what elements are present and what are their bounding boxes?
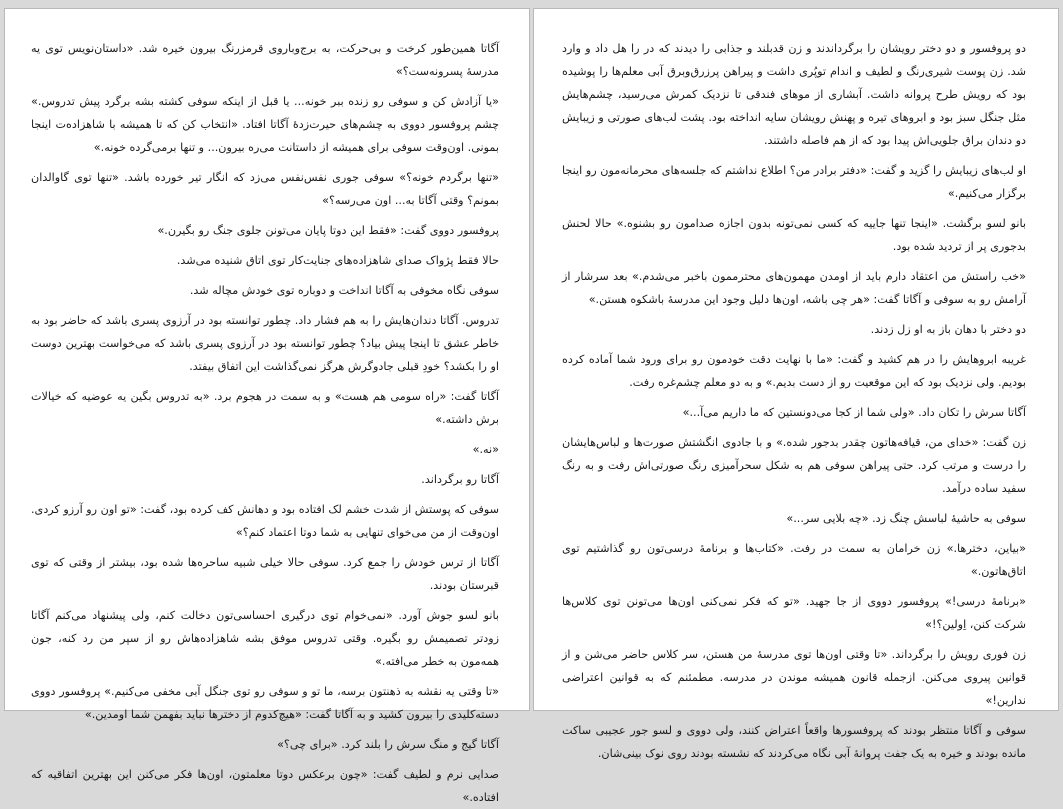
paragraph: «تا وقتی یه نقشه به ذهنتون برسه، ما تو و سوفی رو توی جنگل آبی مخفی می‌کنیم.» پروفسور دووی دسته‌کلیدی را بیرون کشید و به آگاتا گفت: «هیچ‌کدوم از دخترها نباید بفهمن شما اومدین.» [31, 685, 499, 721]
paragraph: بانو لسو جوش آورد. «نمی‌خوام توی درگیری احساسی‌تون دخالت کنم، ولی پیشنهاد می‌کنم آگاتا زودتر تصمیمش رو بگیره. وقتی تدروس موفق بشه شاهزاده‌هاش رو از سپر من رد کنه، جون همه‌مون به خطر می‌افته.» [31, 609, 499, 668]
paragraph: «برنامهٔ درسی!» پروفسور دووی از جا جهید. «تو که فکر نمی‌کنی اون‌ها می‌تونن توی کلاس‌ها شرکت کنن، اِولین؟!» [562, 595, 1026, 631]
paragraph: پروفسور دووی گفت: «فقط این دوتا پایان می‌تونن جلوی جنگ رو بگیرن.» [157, 224, 499, 237]
left-page [4, 8, 530, 804]
paragraph: «یا آزادش کن و سوفی رو زنده ببر خونه... یا قبل از اینکه سوفی کشته بشه برگرد پیش تدروس.» چشم پروفسور دووی به چشم‌های حیرت‌زدهٔ آگاتا افتاد. «انتخاب کن که تا همیشه با شاهزاده‌ت اینجا بمونی. اون‌وقت سوفی برای همیشه از داستانت می‌ره بیرون... و تنها برمی‌گرده خونه.» [31, 95, 499, 154]
paragraph: دو پروفسور و دو دختر رویشان را برگرداندند و زن قدبلند و جذابی را دیدند که در را هل داد و وارد شد. زن پوست شیری‌رنگ و لطیف و اندام توپُری داشت و پیراهن پرزرق‌وبرق آبی معلم‌ها را پوشیده بود که رویش طرح پروانه داشت. آبشاری از موهای فندقی تا نزدیک کمرش می‌رسید، چشم‌هایش مثل جنگل سبز بود و ابروهای تیره و پهنش رویشان سایه انداخته بود. پشت لب‌های صورتی و زیبایش دو دندان براق جلویی‌اش پیدا بود که از هم فاصله داشتند. [562, 42, 1026, 147]
paragraph: آگاتا گفت: «راه سومی هم هست» و به سمت در هجوم برد. «به تدروس بگین یه عوضیه که خیالات برش داشته.» [31, 390, 499, 426]
paragraph: آگاتا سرش را تکان داد. «ولی شما از کجا می‌دونستین که ما داریم می‌آ...» [682, 406, 1026, 419]
paragraph: آگاتا گیج و منگ سرش را بلند کرد. «برای چی؟» [277, 738, 499, 751]
paragraph: «خب راستش من اعتقاد دارم باید از اومدن مهمون‌های محترممون باخبر می‌شدم.» بعد سرشار از آرامش رو به سوفی و آگاتا گفت: «هر چی باشه، اون‌ها دلیل وجود این مدرسهٔ باشکوه هستن.» [562, 270, 1026, 306]
paragraph: «نه.» [472, 443, 499, 456]
paragraph: سوفی و آگاتا منتظر بودند که پروفسورها واقعاً اعتراض کنند، ولی دووی و لسو جور عجیبی ساکت مانده بودند و خیره به یک جفت پروانهٔ آبی نگاه می‌کردند که نشسته بودند روی نوک بینی‌شان. [562, 724, 1026, 760]
paragraph: «بیاین، دخترها.» زن خرامان به سمت در رفت. «کتاب‌ها و برنامهٔ درسی‌تون رو گذاشتیم توی اتاق‌هاتون.» [562, 542, 1026, 578]
paragraph: «تنها برگردم خونه؟» سوفی جوری نفس‌نفس می‌زد که انگار تیر خورده باشد. «تنها توی گاوالدان بمونم؟ وقتی آگاتا به... اون می‌رسه؟» [31, 171, 499, 207]
paragraph: غریبه ابروهایش را در هم کشید و گفت: «ما با نهایت دقت خودمون رو برای ورود شما آماده کرده بودیم. ولی نزدیک بود که این موقعیت رو از دست بدیم.» و به دو معلم چشم‌غره رفت. [562, 353, 1026, 389]
paragraph: آگاتا رو برگرداند. [421, 473, 499, 486]
paragraph: حالا فقط پژواک صدای شاهزاده‌های جنایت‌کار توی اتاق شنیده می‌شد. [176, 254, 499, 267]
paragraph: زن گفت: «خدای من، قیافه‌هاتون چقدر بدجور شده.» و با جادوی انگشتش صورت‌ها و لباس‌هایشان را درست و مرتب کرد. حتی پیراهن سوفی هم به شکل سحرآمیزی رنگ صورتی‌اش رفت و به رنگ سفید ساده درآمد. [562, 436, 1026, 495]
paragraph: آگاتا همین‌طور کرخت و بی‌حرکت، به برج‌وباروی قرمزرنگ بیرون خیره شد. «داستان‌نویس توی یه مدرسهٔ پسرونه‌ست؟» [31, 42, 499, 78]
paragraph: سوفی که پوستش از شدت خشم لک افتاده بود و دهانش کف کرده بود، گفت: «تو اون رو آرزو کردی. اون‌وقت از من می‌خوای تنهایی به شما دوتا اعتماد کنم؟» [31, 503, 499, 539]
paragraph: سوفی به حاشیهٔ لباسش چنگ زد. «چه بلایی سر...» [786, 512, 1026, 525]
paragraph: دو دختر با دهان باز به او زل زدند. [870, 323, 1026, 336]
paragraph: او لب‌های زیبایش را گزید و گفت: «دفتر برادر من؟ اطلاع نداشتم که جلسه‌های محرمانه‌مون رو اینجا برگزار می‌کنیم.» [562, 164, 1026, 200]
paragraph: صدایی نرم و لطیف گفت: «چون برعکس دوتا معلمتون، اون‌ها فکر می‌کنن این بهترین اتفاقیه که افتاده.» [31, 768, 499, 804]
paragraph: آگاتا از ترس خودش را جمع کرد. سوفی حالا خیلی شبیه ساحره‌ها شده بود، بیشتر از وقتی که توی قبرستان بودند. [31, 556, 499, 592]
right-page [533, 8, 1059, 760]
paragraph: تدروس. آگاتا دندان‌هایش را به هم فشار داد. چطور توانسته بود در آرزوی پسری باشد که حاضر بود به خاطر عشق تا اینجا پیش بیاد؟ چطور توانسته بود در آرزوی پسری باشد که می‌خواست بهترین دوست او را بکشد؟ خودِ قبلی جادوگرش هرگز نمی‌گذاشت این اتفاق بیفتد. [31, 314, 499, 373]
paragraph: بانو لسو برگشت. «اینجا تنها جاییه که کسی نمی‌تونه بدون اجازه صدامون رو بشنوه.» حالا لحنش بدجوری پر از تردید شده بود. [562, 217, 1026, 253]
paragraph: سوفی نگاه مخوفی به آگاتا انداخت و دوباره توی خودش مچاله شد. [189, 284, 499, 297]
paragraph: زن فوری رویش را برگرداند. «تا وقتی اون‌ها توی مدرسهٔ من هستن، سر کلاس حاضر می‌شن و از قوانین پیروی می‌کنن. ازجمله قانون همیشه موندن در مدرسه. مطمئنم که به قوانین اعتراضی ندارین!» [562, 648, 1026, 707]
